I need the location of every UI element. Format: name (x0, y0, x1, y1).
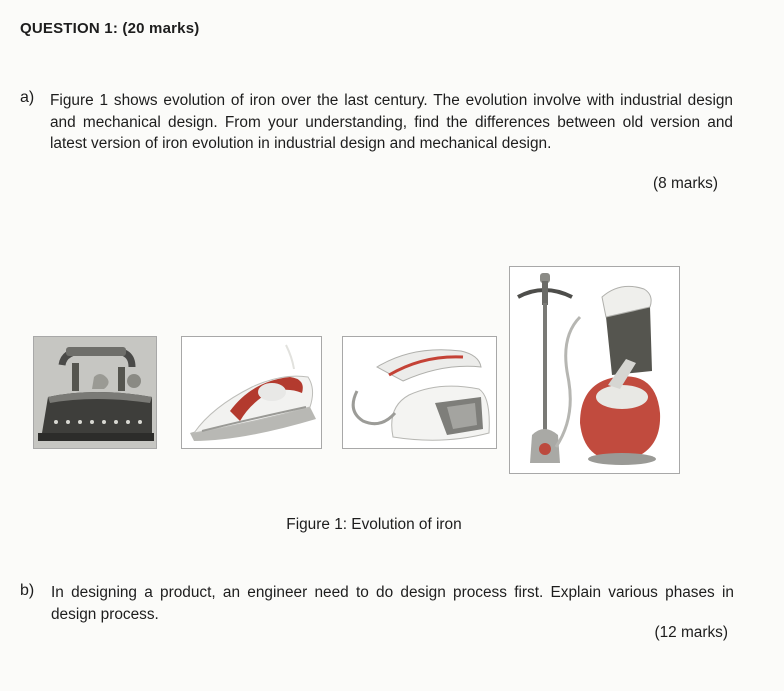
part-b-label: b) (20, 582, 35, 599)
part-a-text: Figure 1 shows evolution of iron over the last century. The evolution involve with industrial design and mechanical design. From your understanding, find the differences between old version and latest version of iron evolution in industrial design and mechanical design. (50, 92, 733, 152)
steam-iron-image (181, 336, 322, 449)
part-a-label: a) (20, 89, 35, 106)
question-title: QUESTION 1: (20 marks) (20, 20, 200, 37)
steam-generator-iron-icon (343, 337, 497, 449)
figure-caption: Figure 1: Evolution of iron (286, 516, 462, 533)
part-a-marks: (8 marks) (653, 175, 718, 192)
part-b-text: In designing a product, an engineer need to do design process first. Explain various phases in design process. (51, 584, 734, 623)
antique-cast-iron-image (33, 336, 157, 449)
steam-iron-icon (182, 337, 322, 449)
antique-cast-iron-icon (34, 337, 157, 449)
steam-generator-iron-image (342, 336, 497, 449)
garment-steamer-image (509, 266, 680, 474)
garment-steamer-icon (510, 267, 680, 474)
part-b-marks: (12 marks) (654, 624, 728, 641)
